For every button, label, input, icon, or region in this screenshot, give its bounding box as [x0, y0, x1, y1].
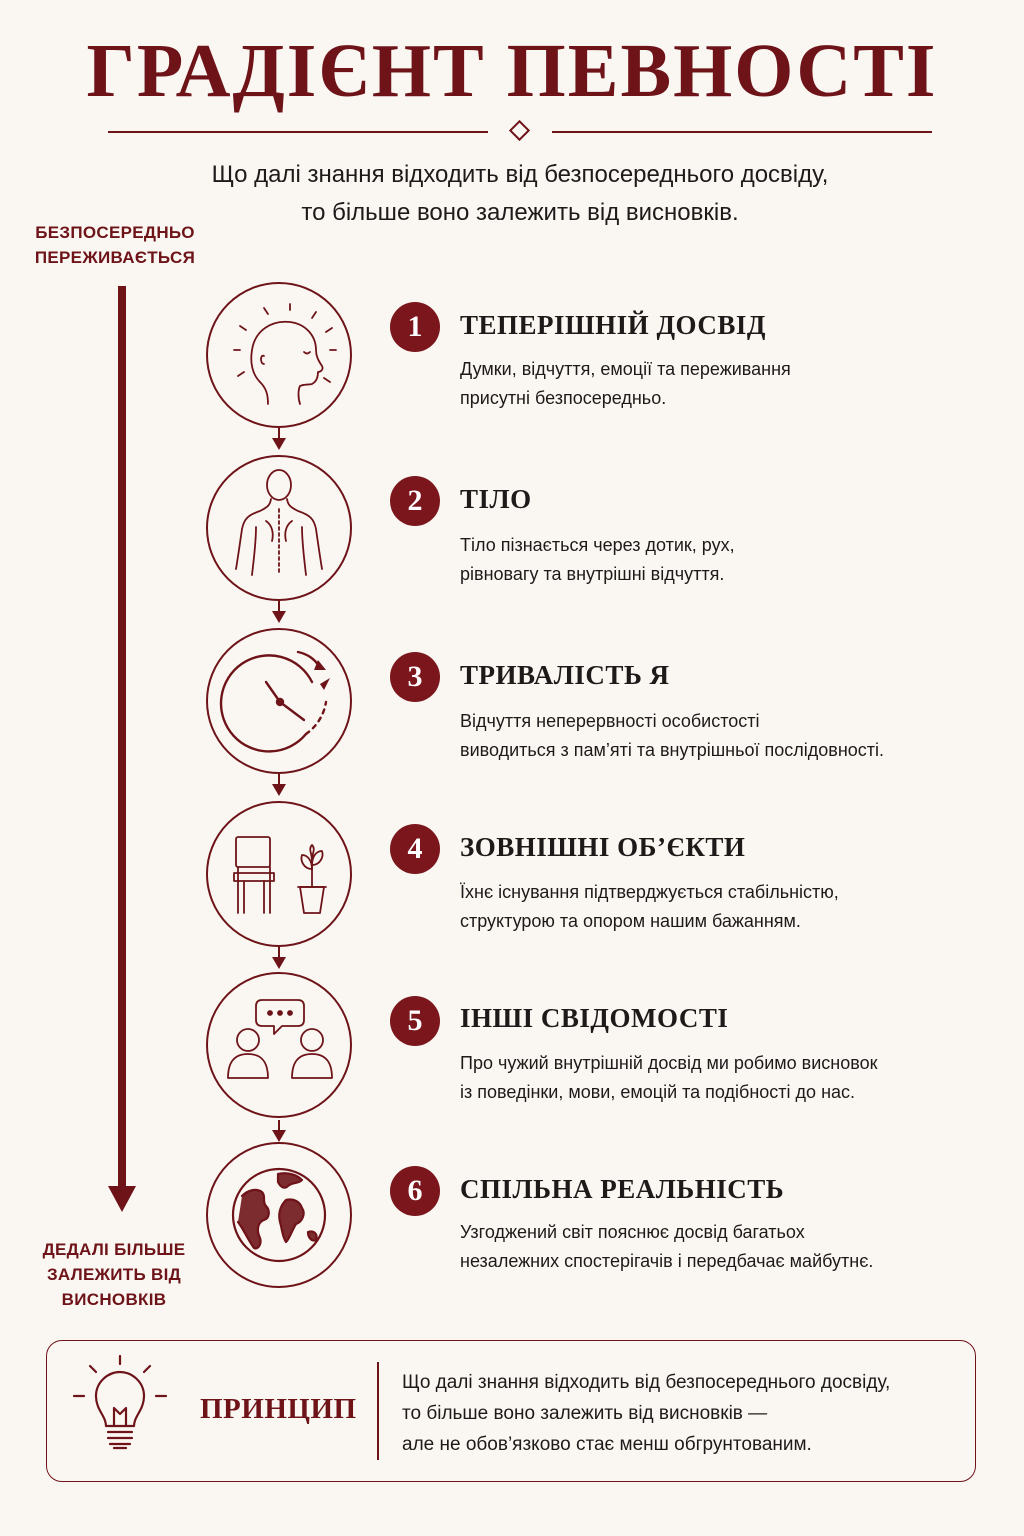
- principle-divider: [377, 1362, 379, 1460]
- chair-and-plant-icon: [206, 801, 352, 947]
- principle-label: ПРИНЦИП: [200, 1393, 357, 1425]
- step-title: ТРИВАЛІСТЬ Я: [460, 660, 670, 690]
- step-number-badge: 2: [390, 476, 440, 526]
- diamond-ornament-icon: [509, 120, 530, 141]
- globe-icon: [206, 1142, 352, 1288]
- step-title: СПІЛЬНА РЕАЛЬНІСТЬ: [460, 1174, 785, 1204]
- step-title: ЗОВНІШНІ ОБ’ЄКТИ: [460, 832, 746, 862]
- gradient-bottom-label: ДЕДАЛІ БІЛЬШЕ ЗАЛЕЖИТЬ ВІД ВИСНОВКІВ: [42, 1240, 186, 1309]
- step-title: ІНШІ СВІДОМОСТІ: [460, 1003, 729, 1033]
- clock-icon: [206, 628, 352, 774]
- step-description: Узгоджений світ пояснює досвід багатьох незалежних спостерігачів і передбачає майбутнє.: [460, 1222, 874, 1271]
- title-divider: [108, 120, 932, 144]
- human-torso-icon: [206, 455, 352, 601]
- step-number-badge: 1: [390, 302, 440, 352]
- two-people-speech-icon: [206, 972, 352, 1118]
- gradient-arrow-icon: [104, 286, 140, 1216]
- principle-text: Що далі знання відходить від безпосереднього досвіду, то більше воно залежить від висновків — але не обов’язково стає менш обгрунтованим.: [402, 1372, 891, 1455]
- step-number-badge: 4: [390, 824, 440, 874]
- step-description: Думки, відчуття, емоції та переживання присутні безпосередньо.: [460, 359, 791, 408]
- step-description: Відчуття неперервності особистості виводиться з пам’яті та внутрішньої послідовності.: [460, 711, 885, 760]
- step-description: Про чужий внутрішній досвід ми робимо висновок із поведінки, мови, емоцій та подібності до нас.: [460, 1053, 878, 1102]
- lightbulb-icon: [70, 1352, 170, 1462]
- step-connector-arrows: [200, 280, 360, 1290]
- step-title: ТЕПЕРІШНІЙ ДОСВІД: [460, 310, 766, 340]
- step-number-badge: 3: [390, 652, 440, 702]
- step-description: Їхнє існування підтверджується стабільністю, структурою та опором нашим бажанням.: [460, 882, 839, 931]
- step-number-badge: 6: [390, 1166, 440, 1216]
- page-title: ГРАДІЄНТ ПЕВНОСТІ: [86, 29, 938, 113]
- step-title: ТІЛО: [460, 484, 532, 514]
- step-number-badge: 5: [390, 996, 440, 1046]
- step-description: Тіло пізнається через дотик, рух, рівновагу та внутрішні відчуття.: [460, 535, 735, 584]
- gradient-top-label: БЕЗПОСЕРЕДНЬО ПЕРЕЖИВАЄТЬСЯ: [34, 223, 196, 267]
- head-profile-icon: [206, 282, 352, 428]
- page-subtitle: Що далі знання відходить від безпосереднього досвіду, то більше воно залежить від висновків.: [211, 161, 829, 226]
